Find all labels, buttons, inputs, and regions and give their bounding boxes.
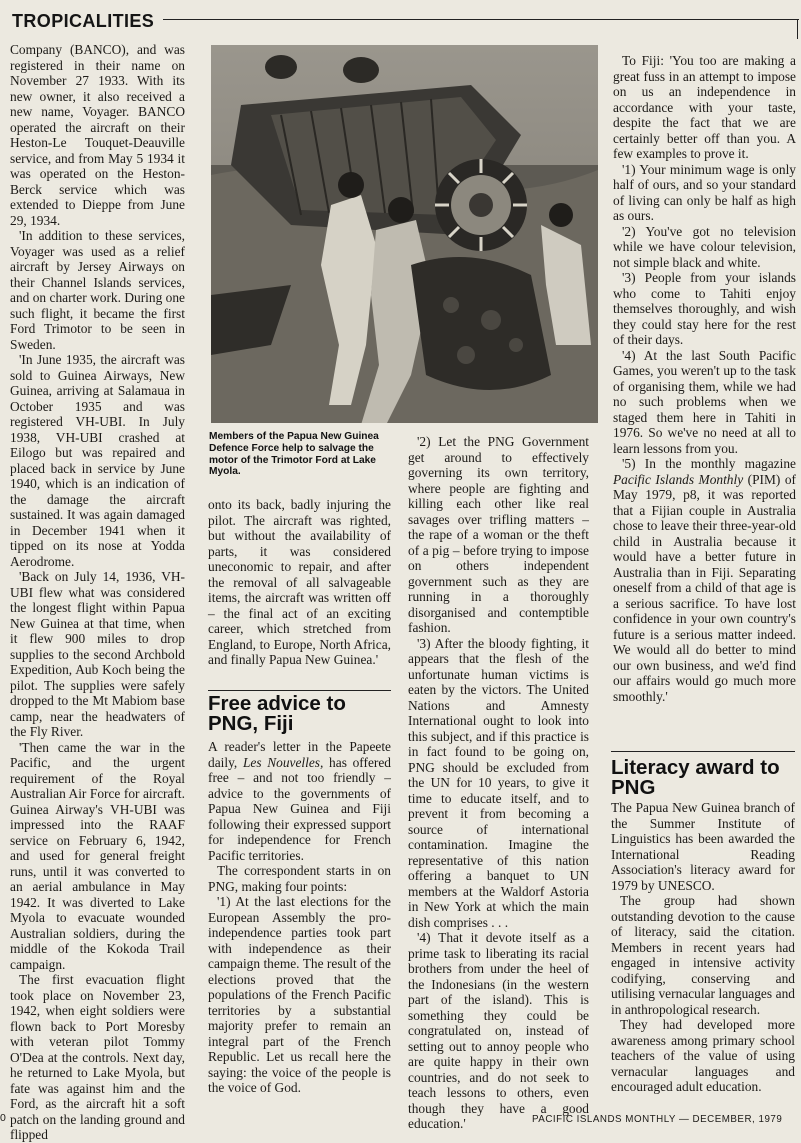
free-advice-column-3 (408, 434, 589, 1132)
paragraph: 'In June 1935, the aircraft was sold to Guinea Airways, New Guinea, arriving at Salamaua in October 1935 and was registered VH-UBI. In July 1938, VH-UBI crashed at Eilogo but was repaired and placed back in service by June 1940, which is an indication of the damage the aircraft sustained. It was again damaged in December 1941 when it tipped on its nose at Yodda Aerodrome. (10, 352, 185, 569)
paragraph: 'Back on July 14, 1936, VH-UBI flew what was considered the longest flight within Papua New Guinea at that time, when it flew 900 miles to drop supplies to the second Archbold Expedition, Aub Koch being the pilot. The supplies were safely dropped to the Mt Mabiom base camp, near the headwaters of the Fly River. (10, 569, 185, 739)
paragraph: onto its back, badly injuring the pilot. The aircraft was righted, but without the availability of parts, it was considered uneconomic to repair, and after the removal of all salvageable items, the aircraft was written off – the final act of an exciting career, which stretched from England, to Europe, North Africa, and finally Papua New Guinea.' (208, 497, 391, 667)
paragraph: They had developed more awareness among primary school teachers of the value of using vernacular languages and encouraged adult education. (611, 1017, 795, 1094)
paragraph-pim (613, 456, 796, 704)
footer-publication-line: PACIFIC ISLANDS MONTHLY — DECEMBER, 1979 (532, 1114, 783, 1125)
photo-caption: Members of the Papua New Guinea Defence Force help to salvage the motor of the Trimotor Ford at Lake Myola. (209, 431, 379, 478)
paragraph: Company (BANCO), and was registered in their name on November 27 1933. With its new owner, it also received a new name, Voyager. BANCO operated the aircraft on their Heston-Le Touquet-Deauville service, and from May 5 1934 it was operated on the Heston-Berck service which was extended to Dieppe from June 29, 1934. (10, 42, 185, 228)
publication-name: Pacific Islands Monthly (613, 471, 744, 487)
publication-name: Les Nouvelles, (242, 754, 324, 770)
pim-text-a: '5) In the monthly magazine (622, 456, 796, 471)
header-rule-corner (797, 19, 798, 39)
paragraph: '2) You've got no television while we have colour television, not simple black and white. (613, 223, 796, 270)
page-number: 0 (0, 1112, 6, 1124)
paragraph: The Papua New Guinea branch of the Summer Institute of Linguistics has been awarded the International Reading Association's literacy award for 1979 by UNESCO. (611, 800, 795, 893)
literacy-article-body (611, 800, 795, 1095)
free-advice-column-2 (208, 739, 391, 1096)
paragraph: To Fiji: 'You too are making a great fuss in an attempt to impose on us an independence in accordance with your taste, despite the fact that we are certainly better off than you. A few examples to prove it. (613, 53, 796, 161)
paragraph: 'Then came the war in the Pacific, and the urgent requirement of the Royal Australian Air Force for aircraft. Guinea Airway's VH-UBI was impressed into the RAAF service on February 6, 1942, and used for general freight runs, until it was converted to an aerial ambulance in May 1942. It was diverted to Lake Myola to evacuate wounded Australian soldiers, during the middle of the Kokoda Trail campaign. (10, 739, 185, 972)
salvage-photo (211, 45, 598, 423)
paragraph: '4) At the last South Pacific Games, you weren't up to the task of organising them, while we had no such problems when we staged them here in Tahiti in 1976. So we've no need at all to learn lessons from you. (613, 347, 796, 456)
headline-literacy-award: Literacy award to PNG (611, 756, 780, 799)
paragraph: '1) At the last elections for the European Assembly the pro-independence parties took part with independence as their campaign theme. The result of the elections proved that the populations of the French Pacific territories by a substantial majority prefer to remain an integral part of the French Republic. Let us recall here the saying: the voice of the people is the voice of God. (208, 894, 391, 1095)
paragraph: '4) That it devote itself as a prime task to liberating its racial brothers from under the heel of the Indonesians (in the western part of the island). This is something they could be congratulated on, instead of setting out to annoy people who are quite happy in their own countries, and do not seek to teach lessons to others, even though they have a good education.' (408, 930, 589, 1131)
paragraph: The correspondent starts in on PNG, making four points: (208, 863, 391, 894)
main-article-column-2 (208, 497, 391, 668)
paragraph: 'In addition to these services, Voyager was used as a relief aircraft by Jersey Airways on their Channel Islands services, and on charter work. During one such flight, it became the first Ford Trimotor to be seen in Sweden. (10, 228, 185, 352)
free-advice-column-4 (613, 53, 796, 704)
paragraph-intro (208, 739, 391, 863)
header-rule (163, 19, 799, 20)
photo-illustration (211, 45, 598, 423)
headline-free-advice: Free advice to PNG, Fiji (208, 692, 346, 735)
paragraph: '3) After the bloody fighting, it appears that the flesh of the unfortunate human victims is eaten by the victors. The United Nations and Amnesty International ought to look into this subject, and if this practice is in fact found to be going on, PNG should be excluded from the UN for 10 years, to give it time to educate itself, and to prevent it from becoming a source of international contamination. Imagine the representative of this nation offering a banquet to UN members at the Waldorf Astoria in New York at which the main dish comprises . . . (408, 635, 589, 930)
headline-rule (611, 751, 795, 752)
paragraph: The group had shown outstanding devotion to the cause of literacy, said the citation. Members in recent years had engaged in intensive activity codifying, conserving and utilising vernacular languages and in anthropological research. (611, 893, 795, 1017)
pim-text-b: (PIM) of May 1979, p8, it was reported that a Fijian couple in Australia chose to leave their three-year-old child in Australia because it would have a better future in Australia than in Fiji. Separating oneself from a child of that age is a serious sacrifice. To have lost confidence in your own country's future is a serious matter indeed. We would all do better to mind our own business, and we'd find our affairs would go much more smoothly.' (613, 471, 796, 704)
section-tag: TROPICALITIES (12, 11, 155, 31)
headline-rule (208, 690, 391, 691)
main-article-column-1 (10, 42, 185, 1143)
paragraph: '2) Let the PNG Government get around to effectively governing its own territory, where people are fighting and killing each other like real savages over trifling matters – the rape of a woman or the theft of a pig – before trying to impose on others independent government such as they are running in a thoroughly disorganised and contemptible fashion. (408, 434, 589, 635)
intro-text-a: A reader's letter in the Papeete daily, (208, 739, 391, 770)
paragraph: The first evacuation flight took place on November 23, 1942, when eight soldiers were flown back to Port Moresby with veteran pilot Tommy O'Dea at the controls. Next day, he returned to Lake Myola, but fate was against him and the Ford, as the aircraft hit a soft patch on the landing ground and flipped (10, 972, 185, 1142)
intro-text-b: has offered free – and not too friendly – advice to the governments of Papua New Guinea and Fiji following their expressed support for independence for French Pacific territories. (208, 754, 391, 863)
paragraph: '1) Your minimum wage is only half of ours, and so your standard of living can only be half as high as ours. (613, 161, 796, 223)
paragraph: '3) People from your islands who come to Tahiti enjoy themselves thoroughly, and wish they could stay here for the rest of their days. (613, 270, 796, 347)
